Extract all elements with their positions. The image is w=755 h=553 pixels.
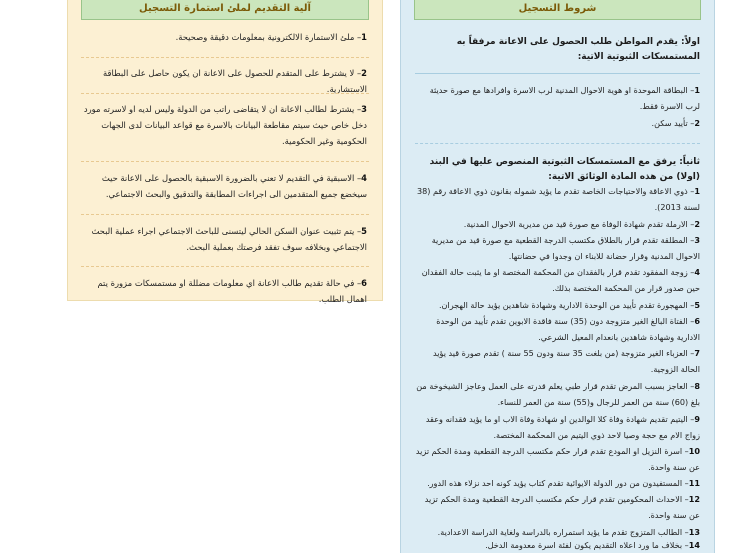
registration-conditions-title: شروط التسجيل <box>414 0 701 20</box>
divider <box>81 214 369 215</box>
section-2-item-13: 13– الطالب المتزوج تقدم ما يؤيد استمراره بالدراسة ولغاية الدراسة الاعدادية. <box>437 527 700 537</box>
section-2-item-4: 4– زوجة المفقود تقدم قرار بالفقدان من المحكمة المختصة او ما يثبت حالة الفقدان حين صدور قرار من المحكمة المختصة بذلك. <box>421 267 700 293</box>
section-2-item-7: 7– العزباء الغير متزوجة (من بلغت 35 سنة ودون 55 سنة ) تقدم صورة قيد يؤيد الحالة الزوجية. <box>433 348 700 374</box>
divider <box>81 266 369 267</box>
section-2-item-5: 5– المهجورة تقدم تأييد من الوحدة الادارية وشهادة شاهدين يؤيد حالة الهجران. <box>438 300 700 310</box>
section-1-item-1: 1– البطاقة الموحدة او هوية الاحوال المدنية لرب الاسرة وافرادها مع صورة حديثة لرب الاسرة فقط. <box>429 85 700 111</box>
procedure-item-2: 2– لا يشترط على المتقدم للحصول على الاعانة ان يكون حاصل على البطاقة الاستشارية. <box>102 68 367 94</box>
section-2-item-14: 14– بخلاف ما ورد اعلاه التقديم يكون لفئة اسرة معدومة الدخل. <box>485 540 700 550</box>
procedure-item-6: 6– في حالة تقديم طالب الاعانة اي معلومات مضللة او مستمسكات مزورة يتم اهمال الطلب. <box>97 278 367 304</box>
divider <box>415 73 700 74</box>
section-1-item-2: 2– تأييد سكن. <box>651 118 700 128</box>
divider <box>81 93 369 94</box>
procedure-item-1: 1– ملئ الاستمارة الالكترونية بمعلومات دقيقة وصحيحة. <box>175 32 367 42</box>
section-2-heading: ثانياً: يرفق مع المستمسكات الثبوتية المنصوص عليها في البند (اولا) من هذه المادة الوثائق الاتية: <box>429 157 700 182</box>
procedure-item-5: 5– يتم تثبيت عنوان السكن الحالي ليتسنى للباحث الاجتماعي اجراء عملية البحث الاجتماعي وبخلافه سوف تفقد فرصتك بعملية البحث. <box>91 226 367 252</box>
section-2-item-1: 1– ذوي الاعاقة والاحتياجات الخاصة تقدم ما يؤيد شموله بقانون ذوي الاعاقة رقم (38 لسنة 2013). <box>416 186 700 212</box>
procedure-item-4: 4– الاسبقية في التقديم لا تعني بالضرورة الاسبقية بالحصول على الاعانة حيث سيخضع جميع المتقدمين الى اجراءات المطابقة والتدقيق والبحث الاجتماعي. <box>101 173 367 199</box>
section-2-item-12: 12– الاحداث المحكومين تقدم قرار حكم مكتسب الدرجة القطعية ومدة الحكم تزيد عن سنة واحدة. <box>424 494 700 520</box>
section-2-item-6: 6– الفتاة البالغ الغير متزوجة دون (35) سنة فاقدة الابوين تقدم تأييد من الوحدة الادارية وشهادة شاهدين بانعدام المعيل الشرعي. <box>436 316 700 342</box>
section-2-item-9: 9– اليتيم تقديم شهادة وفاة كلا الوالدين او شهادة وفاة الاب او ما يؤيد فقدانه وعقد زواج الام مع حجة وصيا لاحد ذوي اليتيم من المحكمة المختصة. <box>425 414 700 440</box>
divider <box>415 143 700 144</box>
registration-procedure-panel <box>67 0 383 304</box>
section-1-heading: اولاً: يقدم المواطن طلب الحصول على الاعانة مرفقاً به المستمسكات الثبوتية الاتية: <box>456 37 700 62</box>
section-2-item-8: 8– العاجز بسبب المرض تقدم قرار طبي يعلم قدرته على العمل وعاجز الشيخوخة من بلغ (60) سنة من العمر للرجال و(55) سنة من العمر للنساء. <box>416 381 700 407</box>
registration-conditions-panel <box>400 0 715 553</box>
section-2-item-3: 3– المطلقة تقدم قرار بالطلاق مكتسب الدرجة القطعية مع صورة قيد من مديرية الاحوال المدنية وقرار حضانة للابناء ان وجدوا في حضانتها. <box>431 235 700 261</box>
section-2-item-2: 2– الارملة تقدم شهادة الوفاة مع صورة قيد من مديرية الاحوال المدنية. <box>463 219 700 229</box>
section-2-item-11: 11– المستفيدون من دور الدولة الايوائية تقدم كتاب يؤيد كونه احد نزلاء هذه الدور. <box>427 478 700 488</box>
divider <box>81 57 369 58</box>
divider <box>81 161 369 162</box>
section-2-item-10: 10– اسرة النزيل او المودع تقدم قرار حكم مكتسب الدرجة القطعية ومدة الحكم تزيد عن سنة واحدة. <box>415 446 700 472</box>
registration-procedure-title: آلية التقديم لملئ استمارة التسجيل <box>81 0 369 20</box>
procedure-item-3: 3– يشترط لطالب الاعانة ان لا يتقاضى راتب من الدولة وليس لديه او لاسرته مورد دخل خاص حيث سيتم مقاطعة البيانات بالاسرة مع قواعد البيانات لدى الجهات الحكومية وغير الحكومية. <box>83 104 367 146</box>
